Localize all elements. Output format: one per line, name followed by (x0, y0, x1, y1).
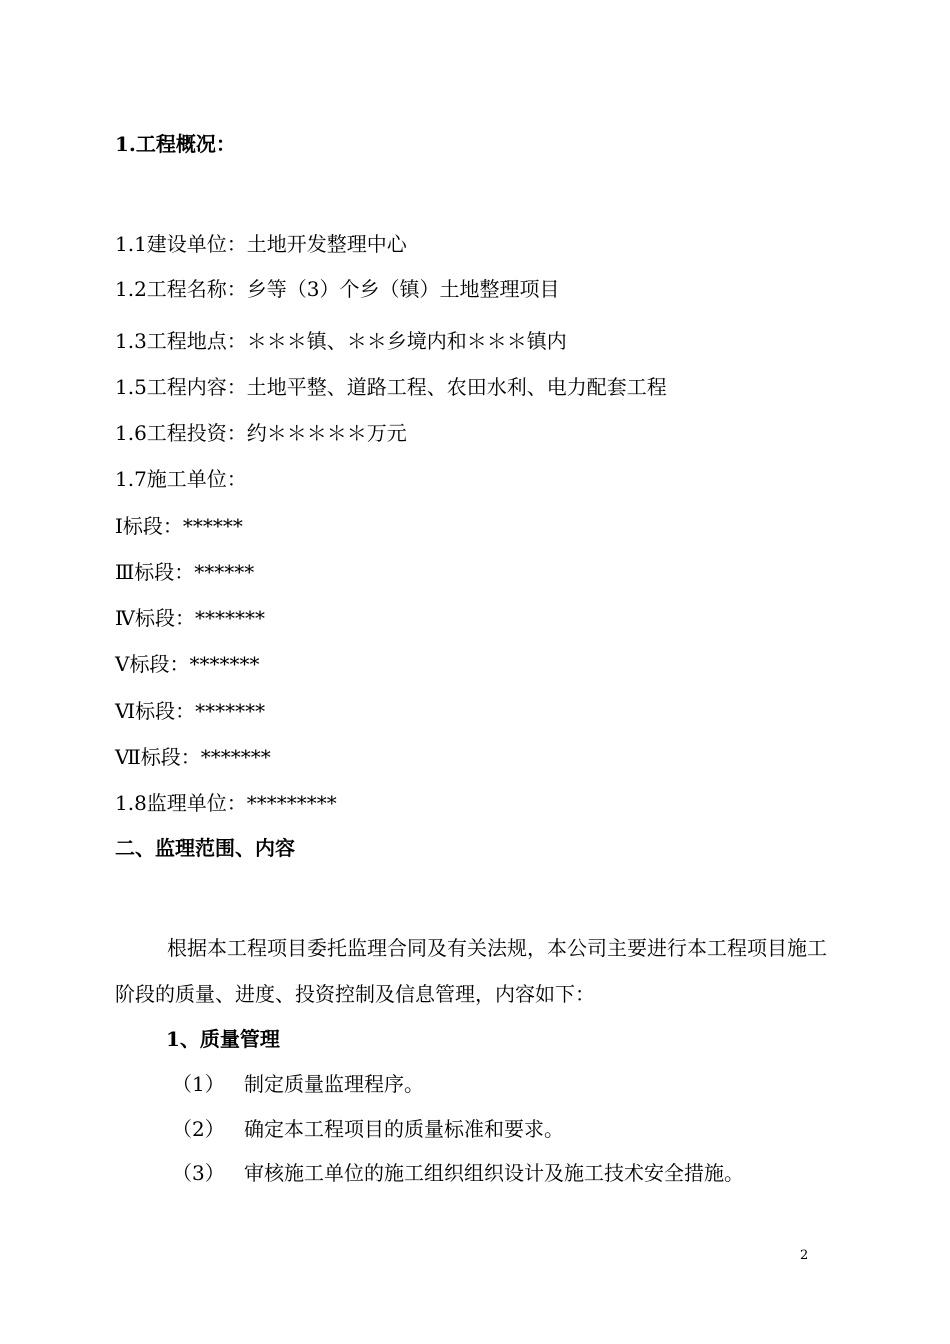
lot-item: Ⅵ标段：******* (115, 699, 266, 723)
list-number: （3） (172, 1161, 225, 1185)
page-number: 2 (800, 1248, 809, 1263)
section-heading: 1.工程概况： (115, 132, 236, 156)
info-item: 1.6工程投资：约＊＊＊＊＊万元 (115, 421, 407, 445)
info-item: 1.1建设单位：土地开发整理中心 (115, 232, 407, 256)
lot-item: Ⅴ标段：******* (115, 652, 260, 676)
lot-item: Ⅲ标段：****** (115, 560, 255, 584)
info-item: 1.5工程内容：土地平整、道路工程、农田水利、电力配套工程 (115, 375, 667, 399)
list-item (172, 1072, 424, 1096)
list-text: 审核施工单位的施工组织组织设计及施工技术安全措施。 (244, 1161, 744, 1185)
list-number: （2） (172, 1117, 225, 1141)
section-heading: 二、监理范围、内容 (115, 836, 295, 860)
body-paragraph: 根据本工程项目委托监理合同及有关法规，本公司主要进行本工程项目施工阶段的质量、进度、投资控制及信息管理，内容如下： (115, 936, 827, 1006)
lot-item: Ⅶ标段：******* (115, 745, 271, 769)
list-item (172, 1117, 564, 1141)
list-item (172, 1161, 744, 1185)
info-item: 1.3工程地点：＊＊＊镇、＊＊乡境内和＊＊＊镇内 (115, 329, 567, 353)
info-item: 1.2工程名称：乡等（3）个乡（镇）土地整理项目 (115, 277, 560, 301)
list-number: （1） (172, 1072, 225, 1096)
lot-item: Ⅰ标段：****** (115, 514, 243, 538)
info-item: 1.7施工单位： (115, 467, 247, 491)
list-text: 确定本工程项目的质量标准和要求。 (244, 1117, 564, 1141)
list-text: 制定质量监理程序。 (244, 1072, 424, 1096)
info-item: 1.8监理单位：********* (115, 791, 337, 815)
sub-heading: 1、质量管理 (166, 1027, 280, 1051)
lot-item: Ⅳ标段：******* (115, 606, 265, 630)
